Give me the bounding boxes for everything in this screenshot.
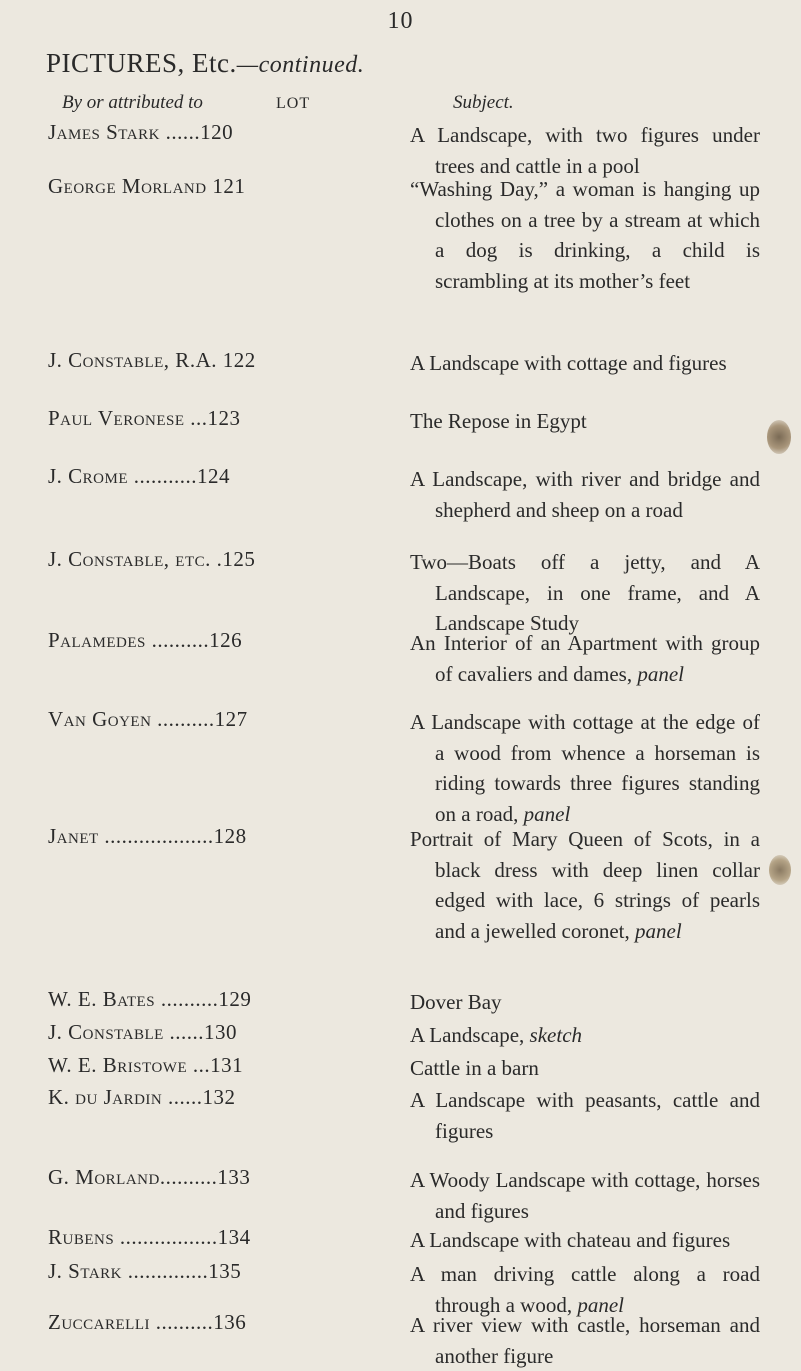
artist-and-lot: Zuccarelli ..........136: [48, 1310, 247, 1334]
subject-description: [410, 348, 760, 379]
subject-description: [410, 547, 760, 639]
subject-description: [410, 406, 760, 437]
stain-mark: [767, 420, 791, 454]
artist-and-lot: J. Crome ...........124: [48, 464, 231, 488]
subject-description: [410, 1310, 760, 1371]
subject-description: [410, 987, 760, 1018]
subject-text: Portrait of Mary Queen of Scots, in a black dress with deep linen collar edged with lace, 6 strings of pearls and a jewelled coronet,: [410, 827, 760, 943]
subject-text: A Landscape, with two figures under trees and cattle in a pool: [410, 123, 760, 178]
subject-description: [410, 1225, 760, 1256]
subject-text: The Repose in Egypt: [410, 409, 587, 433]
subject-column-header: Subject.: [453, 92, 514, 113]
subject-description: [410, 120, 760, 181]
subject-text: A river view with castle, horseman and another figure: [410, 1313, 760, 1368]
artist-and-lot: J. Stark ..............135: [48, 1259, 242, 1283]
subject-text: An Interior of an Apartment with group of cavaliers and dames,: [410, 631, 760, 686]
artist-and-lot: G. Morland..........133: [48, 1165, 251, 1189]
subject-text: A Landscape with peasants, cattle and figures: [410, 1088, 760, 1143]
subject-text: A Landscape, with river and bridge and shepherd and sheep on a road: [410, 467, 760, 522]
artist-and-lot: Palamedes ..........126: [48, 628, 243, 652]
section-title-continued: —continued.: [236, 52, 365, 78]
subject-description: [410, 1085, 760, 1146]
subject-text: Cattle in a barn: [410, 1056, 539, 1080]
medium-note: sketch: [529, 1023, 583, 1047]
artist-and-lot: J. Constable ......130: [48, 1020, 238, 1044]
artist-and-lot: Rubens .................134: [48, 1225, 251, 1249]
medium-note: panel: [637, 661, 684, 686]
medium-note: panel: [577, 1292, 624, 1317]
subject-text: Two—Boats off a jetty, and A Landscape, in one frame, and A Landscape Study: [410, 550, 760, 635]
subject-text: “Washing Day,” a woman is hanging up clothes on a tree by a stream at which a dog is drinking, a child is scrambling at its mother’s feet: [410, 177, 760, 293]
lot-column-header: LOT: [276, 95, 311, 112]
artist-and-lot: Paul Veronese ...123: [48, 406, 241, 430]
subject-text: A Landscape,: [410, 1023, 525, 1047]
subject-description: [410, 824, 760, 946]
artist-and-lot: George Morland 121: [48, 174, 246, 198]
section-title-main: PICTURES, Etc.: [46, 48, 237, 78]
subject-text: A Woody Landscape with cottage, horses and figures: [410, 1168, 760, 1223]
subject-description: [410, 464, 760, 525]
medium-note: panel: [635, 918, 682, 943]
stain-mark: [769, 855, 791, 885]
medium-note: panel: [523, 801, 571, 826]
artist-and-lot: W. E. Bates ..........129: [48, 987, 252, 1011]
page-number: 10: [387, 8, 414, 34]
artist-column-header: By or attributed to: [62, 92, 203, 113]
subject-text: A man driving cattle along a road through a wood,: [410, 1262, 760, 1317]
subject-text: Dover Bay: [410, 990, 502, 1014]
subject-description: [410, 1020, 760, 1051]
subject-description: [410, 1053, 760, 1084]
subject-description: [410, 174, 760, 296]
section-title: [46, 48, 364, 79]
subject-description: [410, 1165, 760, 1226]
subject-description: [410, 628, 760, 689]
subject-text: A Landscape with cottage and figures: [410, 351, 727, 375]
artist-and-lot: W. E. Bristowe ...131: [48, 1053, 244, 1077]
artist-and-lot: J. Constable, R.A. 122: [48, 348, 256, 372]
subject-text: A Landscape with chateau and figures: [410, 1228, 731, 1252]
artist-and-lot: Van Goyen ..........127: [48, 707, 248, 731]
subject-description: [410, 707, 760, 829]
subject-text: A Landscape with cottage at the edge of a wood from whence a horseman is riding towards three figures standing on a road,: [410, 710, 760, 826]
artist-and-lot: Janet ...................128: [48, 824, 247, 848]
artist-and-lot: J. Constable, etc. .125: [48, 547, 256, 571]
artist-and-lot: James Stark ......120: [48, 120, 234, 144]
artist-and-lot: K. du Jardin ......132: [48, 1085, 236, 1109]
